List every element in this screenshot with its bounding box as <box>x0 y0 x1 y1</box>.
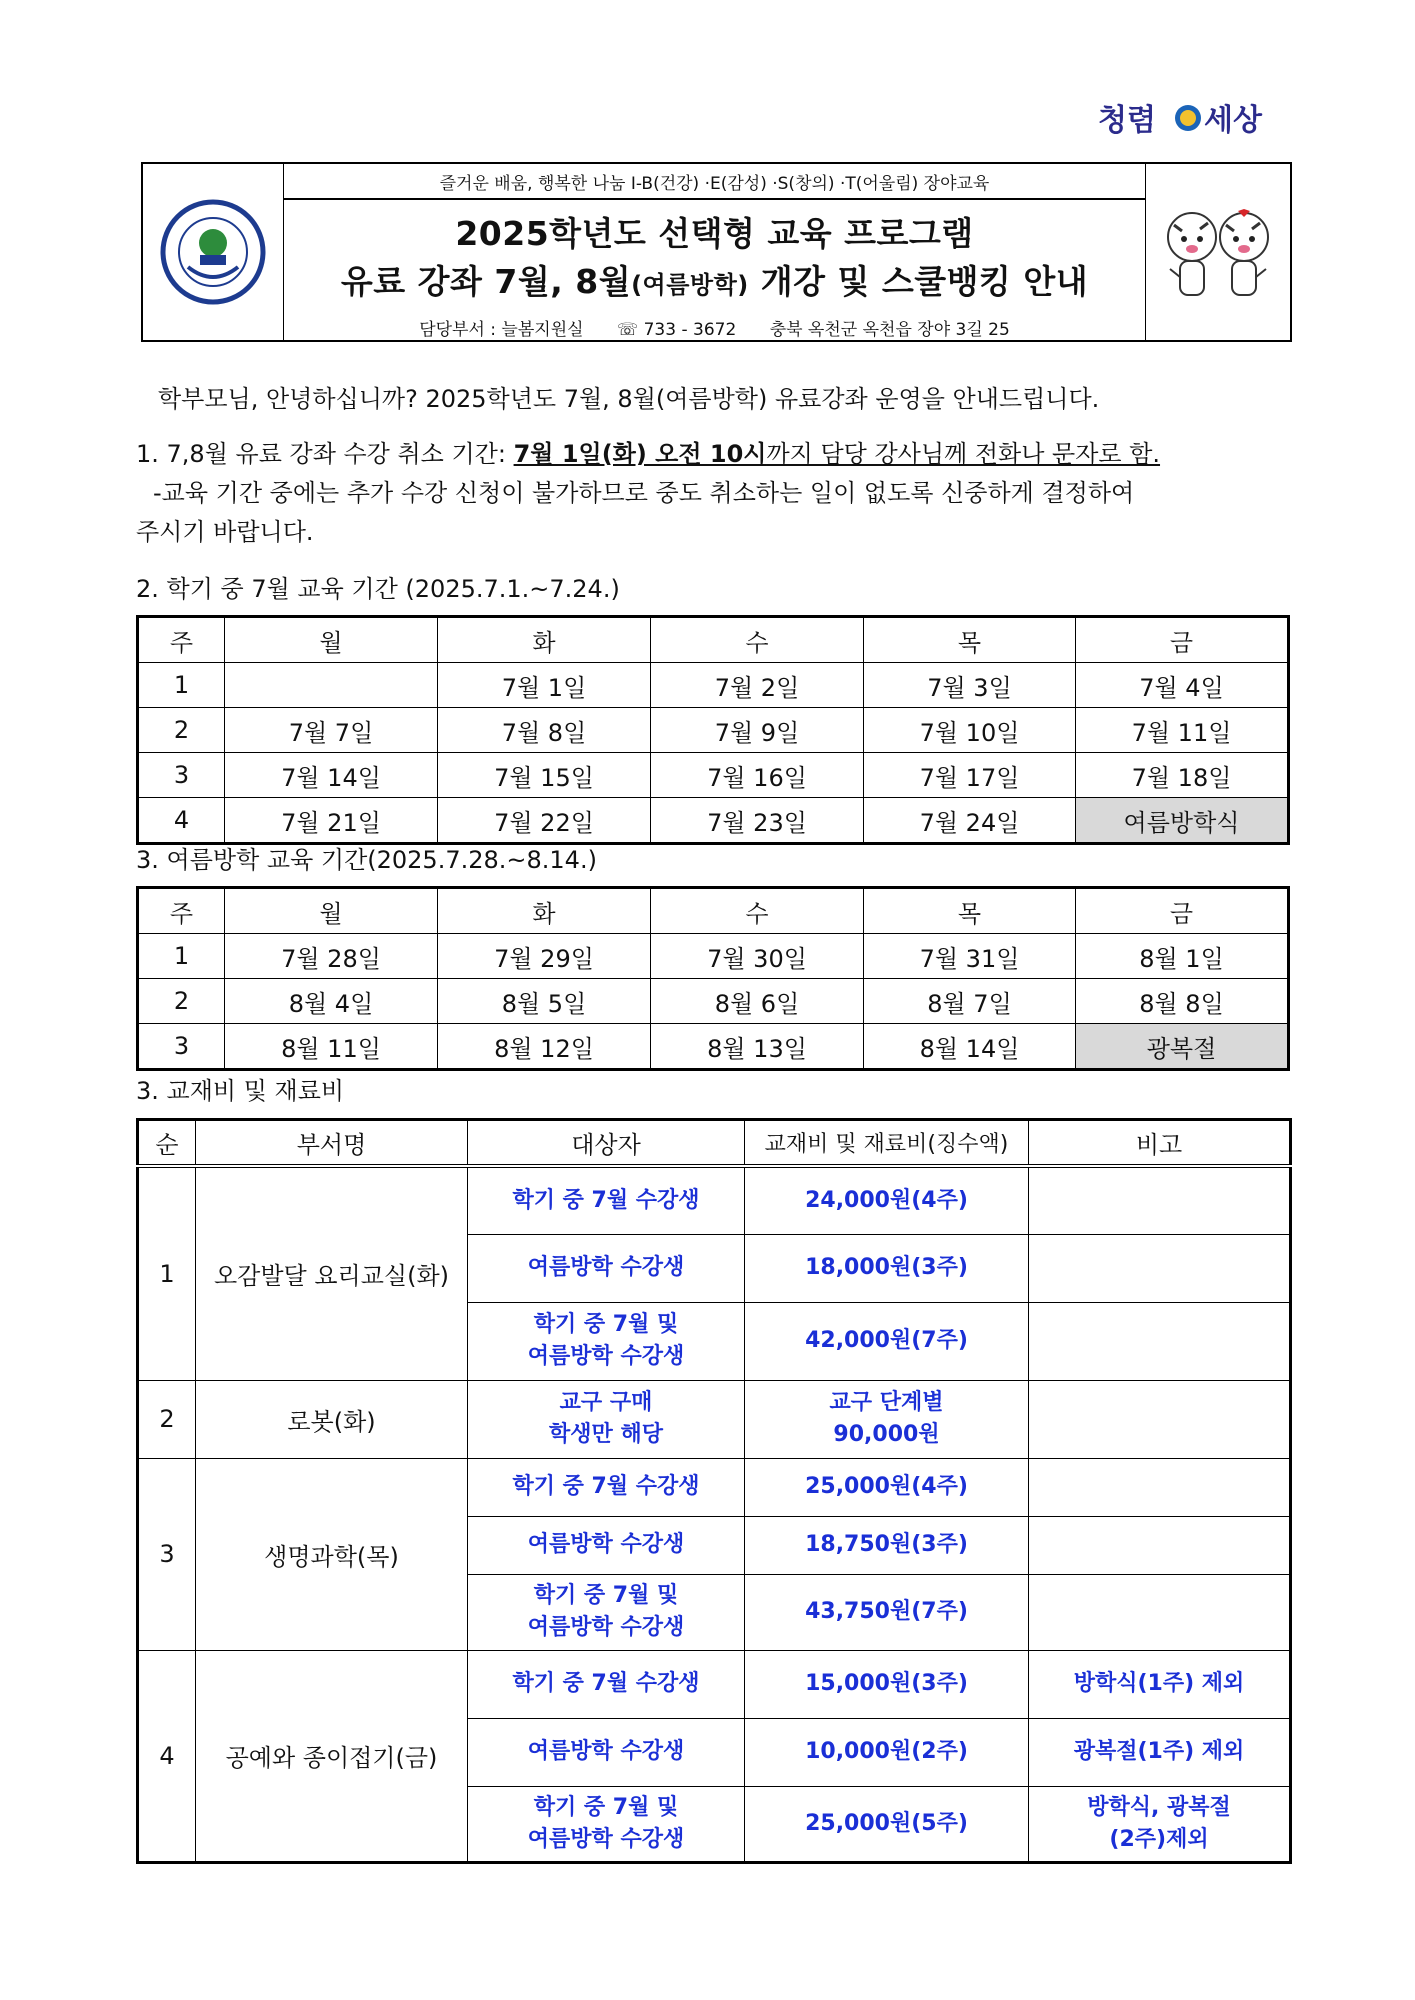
school-motto: 즐거운 배움, 행복한 나눔 I-B(건강) ·E(감성) ·S(창의) ·T(어울림) 장야교육 <box>284 164 1145 200</box>
table-cell: 7월 24일 <box>864 798 1076 844</box>
fee-note-cell <box>1029 1166 1291 1234</box>
table-cell: 8월 7일 <box>864 979 1076 1024</box>
table-row <box>138 1166 1291 1234</box>
table-cell: 7월 9일 <box>651 708 864 753</box>
fee-fee-cell <box>745 1458 1029 1516</box>
table-cell: 7월 3일 <box>864 663 1076 708</box>
table-cell: 7월 28일 <box>225 934 438 979</box>
table-cell: 8월 8일 <box>1076 979 1289 1024</box>
table-header-row <box>138 888 1289 934</box>
table-cell: 7월 21일 <box>225 798 438 844</box>
section1-note-2: 주시기 바랍니다. <box>136 518 314 546</box>
fee-target-cell <box>468 1650 745 1718</box>
header-cell: 월 <box>225 617 438 663</box>
fee-note-line: (2주)제외 <box>1109 1826 1209 1852</box>
table-cell: 1 <box>138 934 225 979</box>
header-cell: 금 <box>1076 888 1289 934</box>
fee-target-cell <box>468 1166 745 1234</box>
brand-logo-text-b: 세상 <box>1204 103 1262 138</box>
fee-target-line: 학생만 해당 <box>549 1422 663 1447</box>
table-row <box>138 708 1289 753</box>
fee-note-line: 광복절(1주) 제외 <box>1073 1739 1245 1764</box>
table-cell: 7월 1일 <box>438 663 651 708</box>
fee-note-cell <box>1029 1380 1291 1458</box>
fee-target-cell <box>468 1516 745 1574</box>
fee-target-line: 학기 중 7월 및 <box>533 1583 679 1608</box>
intro-text: 학부모님, 안녕하십니까? 2025학년도 7월, 8월(여름방학) 유료강좌 운영을 안내드립니다. <box>158 385 1100 413</box>
tiger-mascot-icon <box>1156 197 1280 307</box>
fee-target-line: 학기 중 7월 수강생 <box>512 1474 700 1499</box>
fee-fee-line: 10,000원(2주) <box>805 1739 968 1764</box>
fee-fee-line: 교구 단계별 <box>829 1390 944 1415</box>
table-cell: 7월 30일 <box>651 934 864 979</box>
fee-fee-cell <box>745 1234 1029 1302</box>
fee-target-cell <box>468 1574 745 1650</box>
page-title <box>284 210 1145 309</box>
header-content <box>284 164 1145 340</box>
table-cell: 7월 22일 <box>438 798 651 844</box>
table-cell: 2 <box>138 708 225 753</box>
header-cell: 수 <box>651 617 864 663</box>
header-cell: 화 <box>438 888 651 934</box>
fee-fee-cell <box>745 1718 1029 1786</box>
fee-note-line: 방학식(1주) 제외 <box>1073 1671 1245 1696</box>
table-row <box>138 663 1289 708</box>
fee-target-line: 여름방학 수강생 <box>527 1344 685 1369</box>
fee-fee-line: 25,000원(5주) <box>805 1810 968 1836</box>
fee-fee-line: 25,000원(4주) <box>805 1474 968 1499</box>
department-info <box>284 315 1145 340</box>
table-row <box>138 1650 1291 1718</box>
course-number: 4 <box>138 1650 196 1862</box>
table-cell: 8월 13일 <box>651 1024 864 1070</box>
fee-target-line: 학기 중 7월 수강생 <box>512 1187 700 1213</box>
table-row <box>138 934 1289 979</box>
fee-note-cell <box>1029 1574 1291 1650</box>
course-name: 생명과학(목) <box>196 1458 468 1650</box>
table-cell <box>225 663 438 708</box>
fee-note-cell <box>1029 1718 1291 1786</box>
header-cell: 부서명 <box>196 1120 468 1167</box>
fee-note-line: 방학식, 광복절 <box>1087 1794 1231 1820</box>
fee-target-line: 여름방학 수강생 <box>527 1826 685 1852</box>
section3-title: 3. 여름방학 교육 기간(2025.7.28.~8.14.) <box>136 846 597 874</box>
table-cell: 7월 23일 <box>651 798 864 844</box>
fee-fee-cell <box>745 1516 1029 1574</box>
table-cell: 7월 7일 <box>225 708 438 753</box>
header-cell: 화 <box>438 617 651 663</box>
fee-fee-line: 42,000원(7주) <box>805 1328 968 1353</box>
fee-target-line: 학기 중 7월 및 <box>533 1312 679 1337</box>
table-cell: 1 <box>138 663 225 708</box>
header-cell: 월 <box>225 888 438 934</box>
course-name: 로봇(화) <box>196 1380 468 1458</box>
fee-fee-line: 18,000원(3주) <box>805 1255 968 1280</box>
fee-target-line: 여름방학 수강생 <box>527 1615 685 1640</box>
header-cell: 금 <box>1076 617 1289 663</box>
table-cell: 4 <box>138 798 225 844</box>
fee-target-cell <box>468 1458 745 1516</box>
header-cell: 수 <box>651 888 864 934</box>
table-cell: 8월 12일 <box>438 1024 651 1070</box>
title-line-1: 2025학년도 선택형 교육 프로그램 <box>455 214 974 253</box>
fee-fee-line: 90,000원 <box>833 1422 940 1447</box>
fee-note-cell <box>1029 1650 1291 1718</box>
header-cell: 목 <box>864 617 1076 663</box>
table-cell: 3 <box>138 1024 225 1070</box>
fee-target-line: 학기 중 7월 및 <box>533 1794 679 1820</box>
table-cell: 8월 14일 <box>864 1024 1076 1070</box>
table-header-row <box>138 617 1289 663</box>
table-row <box>138 798 1289 844</box>
fee-fee-cell <box>745 1650 1029 1718</box>
table-cell: 7월 18일 <box>1076 753 1289 798</box>
header-cell: 주 <box>138 888 225 934</box>
header-cell: 대상자 <box>468 1120 745 1167</box>
table-header-row <box>138 1120 1291 1167</box>
fee-note-cell <box>1029 1458 1291 1516</box>
section1-line: 1. 7,8월 유료 강좌 수강 취소 기간: 7월 1일(화) 오전 10시까지 담당 강사님께 전화나 문자로 함. <box>136 440 1161 468</box>
course-name: 오감발달 요리교실(화) <box>196 1166 468 1380</box>
section1-note-1: -교육 기간 중에는 추가 수강 신청이 불가하므로 중도 취소하는 일이 없도록 신중하게 결정하여 <box>153 479 1135 507</box>
fee-fee-line: 43,750원(7주) <box>805 1599 968 1624</box>
header-cell: 순 <box>138 1120 196 1167</box>
table-row <box>138 979 1289 1024</box>
fee-target-cell <box>468 1380 745 1458</box>
fee-fee-cell <box>745 1302 1029 1380</box>
table-cell: 7월 29일 <box>438 934 651 979</box>
department: 담당부서 : 늘봄지원실 <box>419 320 584 340</box>
table-cell: 7월 10일 <box>864 708 1076 753</box>
table-cell: 8월 6일 <box>651 979 864 1024</box>
fee-target-cell <box>468 1718 745 1786</box>
school-seal-icon <box>158 197 268 307</box>
fee-target-line: 여름방학 수강생 <box>527 1532 685 1557</box>
mascot-image <box>1145 164 1290 340</box>
fee-target-cell <box>468 1302 745 1380</box>
header-cell: 목 <box>864 888 1076 934</box>
table-cell: 7월 17일 <box>864 753 1076 798</box>
fee-target-line: 교구 구매 <box>559 1390 653 1415</box>
phone: ☏ 733 - 3672 <box>616 320 737 340</box>
fee-target-cell <box>468 1786 745 1862</box>
table-cell: 8월 5일 <box>438 979 651 1024</box>
header-cell: 주 <box>138 617 225 663</box>
header-cell: 비고 <box>1029 1120 1291 1167</box>
fee-fee-line: 24,000원(4주) <box>805 1187 968 1213</box>
table-row <box>138 1458 1291 1516</box>
course-number: 3 <box>138 1458 196 1650</box>
address: 충북 옥천군 옥천읍 장야 3길 25 <box>769 320 1010 340</box>
table-cell: 7월 31일 <box>864 934 1076 979</box>
fee-table <box>136 1118 1292 1864</box>
table-cell: 2 <box>138 979 225 1024</box>
header-box <box>141 162 1292 342</box>
fee-fee-cell <box>745 1786 1029 1862</box>
fee-note-cell <box>1029 1786 1291 1862</box>
table-cell: 7월 2일 <box>651 663 864 708</box>
table-cell: 8월 11일 <box>225 1024 438 1070</box>
brand-logo <box>1098 92 1288 146</box>
table-cell: 7월 15일 <box>438 753 651 798</box>
cancel-deadline: 7월 1일(화) 오전 10시 <box>513 440 767 468</box>
brand-logo-text-a: 청렴 <box>1098 103 1156 138</box>
holiday-cell: 광복절 <box>1076 1024 1289 1070</box>
fee-target-line: 여름방학 수강생 <box>527 1739 685 1764</box>
fee-fee-cell <box>745 1380 1029 1458</box>
course-name: 공예와 종이접기(금) <box>196 1650 468 1862</box>
fee-target-line: 학기 중 7월 수강생 <box>512 1671 700 1696</box>
july-schedule-table <box>136 615 1290 845</box>
fee-fee-line: 15,000원(3주) <box>805 1671 968 1696</box>
fee-target-line: 여름방학 수강생 <box>527 1255 685 1280</box>
table-cell: 3 <box>138 753 225 798</box>
fee-fee-cell <box>745 1574 1029 1650</box>
table-row <box>138 753 1289 798</box>
table-cell: 8월 1일 <box>1076 934 1289 979</box>
table-cell: 8월 4일 <box>225 979 438 1024</box>
fee-fee-line: 18,750원(3주) <box>805 1532 968 1557</box>
course-number: 1 <box>138 1166 196 1380</box>
table-row <box>138 1024 1289 1070</box>
table-row <box>138 1380 1291 1458</box>
table-cell: 7월 11일 <box>1076 708 1289 753</box>
table-cell: 7월 14일 <box>225 753 438 798</box>
school-seal <box>143 164 284 340</box>
fee-fee-cell <box>745 1166 1029 1234</box>
table-cell: 7월 4일 <box>1076 663 1289 708</box>
fee-note-cell <box>1029 1234 1291 1302</box>
table-cell: 7월 8일 <box>438 708 651 753</box>
section4-title: 3. 교재비 및 재료비 <box>136 1077 345 1105</box>
summer-schedule-table <box>136 886 1290 1071</box>
holiday-cell: 여름방학식 <box>1076 798 1289 844</box>
header-cell: 교재비 및 재료비(징수액) <box>745 1120 1029 1167</box>
fee-note-cell <box>1029 1516 1291 1574</box>
course-number: 2 <box>138 1380 196 1458</box>
title-line-2: 유료 강좌 7월, 8월(여름방학) 개강 및 스쿨뱅킹 안내 <box>340 262 1089 301</box>
table-cell: 7월 16일 <box>651 753 864 798</box>
fee-note-cell <box>1029 1302 1291 1380</box>
fee-target-cell <box>468 1234 745 1302</box>
section2-title: 2. 학기 중 7월 교육 기간 (2025.7.1.~7.24.) <box>136 575 620 603</box>
